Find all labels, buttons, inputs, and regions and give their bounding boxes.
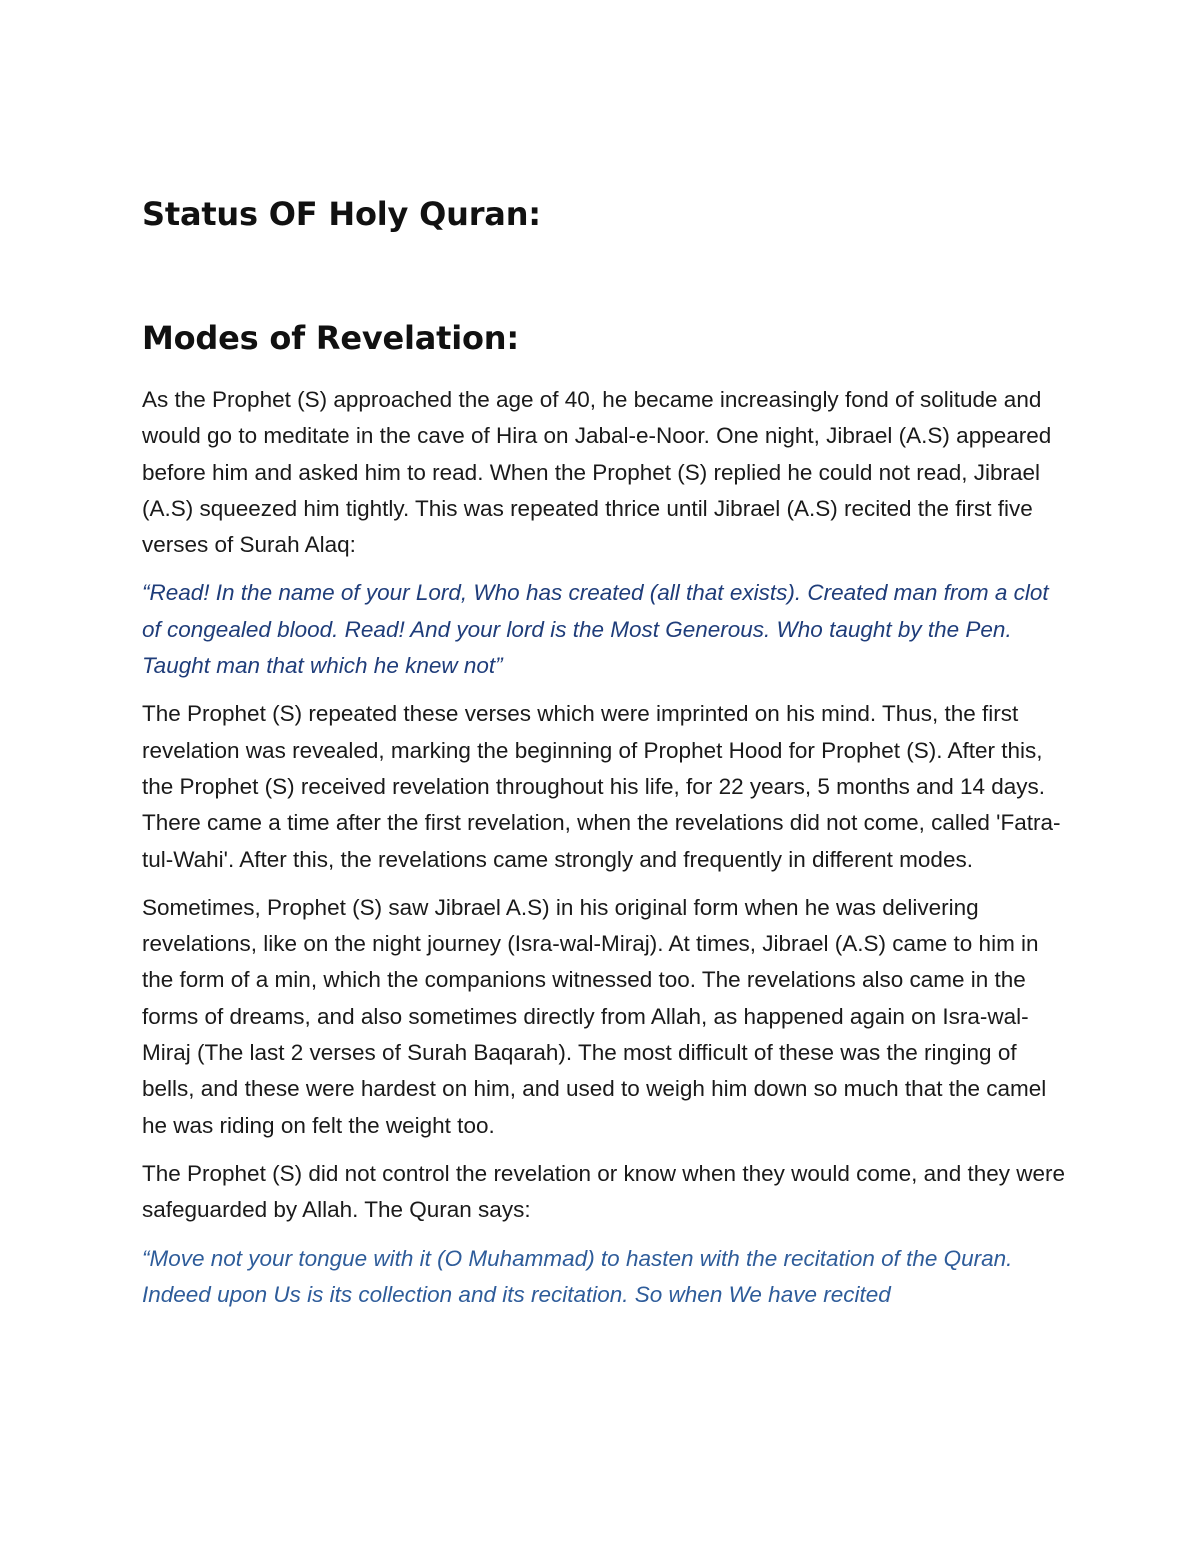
quote-move-not-your-tongue: “Move not your tongue with it (O Muhammad) to hasten with the recitation of the Quran. Indeed upon Us is its collection and its recitation. So when We have recited	[142, 1245, 1013, 1307]
paragraph-intro: As the Prophet (S) approached the age of 40, he became increasingly fond of solitude and would go to meditate in the cave of Hira on Jabal-e-Noor. One night, Jibrael (A.S) appeared before him and asked him to read. When the Prophet (S) replied he could not read, Jibrael (A.S) squeezed him tightly. This was repeated thrice until Jibrael (A.S) recited the first five verses of Surah Alaq:	[142, 387, 1052, 558]
paragraph-first-revelation: The Prophet (S) repeated these verses which were imprinted on his mind. Thus, the first revelation was revealed, marking the beginning of Prophet Hood for Prophet (S). After this, the Prophet (S) received revelation throughout his life, for 22 years, 5 months and 14 days. There came a time after the first revelation, when the revelations did not come, called 'Fatra-tul-Wahi'. After this, the revelations came strongly and frequently in different modes.	[142, 701, 1061, 872]
paragraph-modes: Sometimes, Prophet (S) saw Jibrael A.S) in his original form when he was delivering revelations, like on the night journey (Isra-wal-Miraj). At times, Jibrael (A.S) came to him in the form of a min, which the companions witnessed too. The revelations also came in the forms of dreams, and also sometimes directly from Allah, as happened again on Isra-wal-Miraj (The last 2 verses of Surah Baqarah). The most difficult of these was the ringing of bells, and these were hardest on him, and used to weigh him down so much that the camel he was riding on felt the weight too.	[142, 894, 1047, 1138]
document-body	[142, 190, 1072, 1313]
paragraph-safeguard: The Prophet (S) did not control the revelation or know when they would come, and they were safeguarded by Allah. The Quran says:	[142, 1160, 1066, 1223]
section-heading: Modes of Revelation:	[142, 319, 519, 357]
quote-surah-alaq: “Read! In the name of your Lord, Who has created (all that exists). Created man from a clot of congealed blood. Read! And your lord is the Most Generous. Who taught by the Pen. Taught man that which he knew not”	[142, 580, 1049, 679]
document-title: Status OF Holy Quran:	[142, 195, 541, 233]
